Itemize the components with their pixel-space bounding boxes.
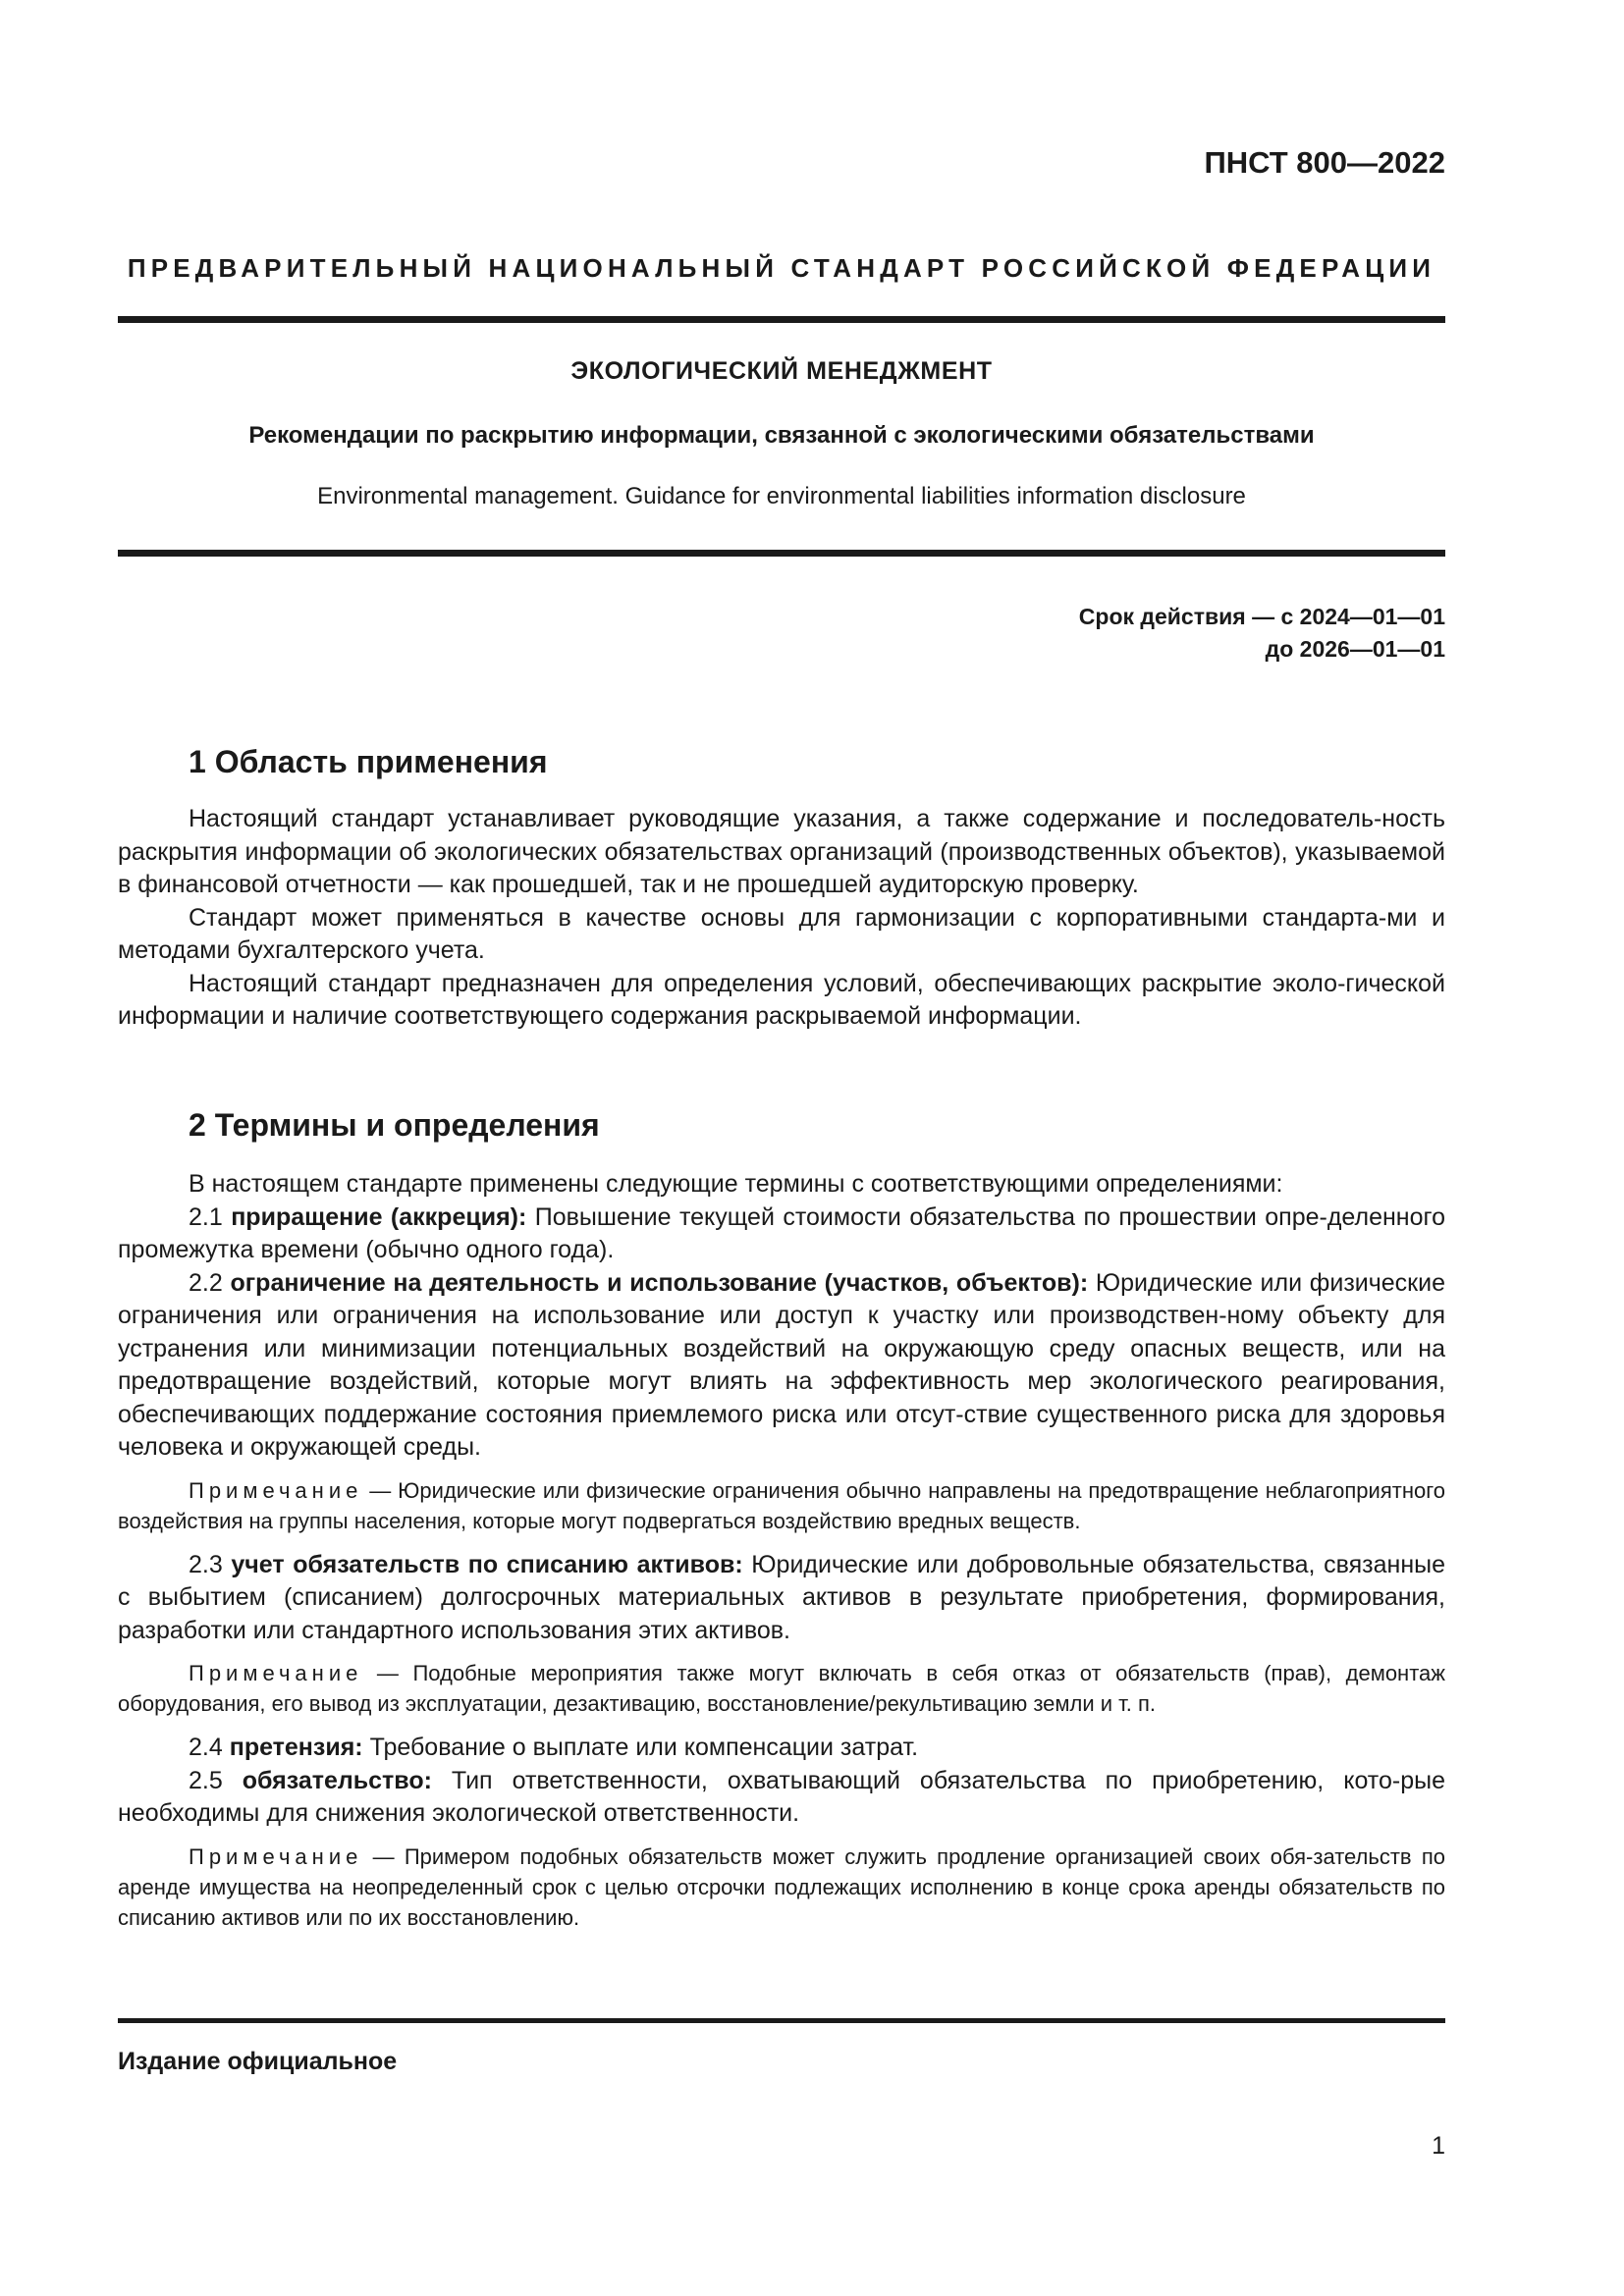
term: претензия: — [229, 1734, 363, 1761]
document-title-english: Environmental management. Guidance for environmental liabilities information disclosure — [317, 483, 1246, 509]
document-page — [118, 0, 1445, 2296]
section-1-heading: 1 Область применения — [189, 744, 548, 779]
note-label: Примечание — [189, 1843, 363, 1869]
note-label: Примечание — [189, 1661, 363, 1685]
definition: Юридические или добровольные обязательства, связанные с выбытием (списанием) долгосрочных материальных активов в результате приобретения, формирования, разработки или стандартного использования этих активов. — [118, 1550, 1446, 1644]
header-rule — [118, 316, 1445, 323]
paragraph: Настоящий стандарт предназначен для определения условий, обеспечивающих раскрытие эколо-гической информации и наличие соответствующего содержания раскрываемой информации. — [118, 969, 1445, 1030]
title-rule — [118, 550, 1445, 557]
page-number: 1 — [1432, 2132, 1445, 2160]
note-text: — Примером подобных обязательств может служить продление организацией своих обя-зательств по аренде имущества на неопределенный срок с целью отсрочки подлежащих исполнению в конце срока аренды обязательств по списанию активов или по их восстановлению. — [118, 1843, 1445, 1930]
standard-category: ПРЕДВАРИТЕЛЬНЫЙ НАЦИОНАЛЬНЫЙ СТАНДАРТ РОССИЙСКОЙ ФЕДЕРАЦИИ — [127, 253, 1436, 283]
term: ограничение на деятельность и использование (участков, объектов): — [230, 1268, 1089, 1297]
definition: Тип ответственности, охватывающий обязательства по приобретению, кото-рые необходимы для снижения экологической ответственности. — [118, 1766, 1445, 1827]
validity-end: до 2026—01—01 — [1265, 636, 1445, 662]
term: учет обязательств по списанию активов: — [231, 1550, 743, 1578]
section-1-body — [118, 803, 1445, 1034]
validity-period — [1079, 601, 1445, 666]
note-text: — Юридические или физические ограничения обычно направлены на предотвращение неблагоприятного воздействия на группы населения, которые могут подвергаться воздействию вредных веществ. — [118, 1477, 1445, 1533]
validity-start: Срок действия — с 2024—01—01 — [1078, 604, 1445, 629]
note — [118, 1475, 1445, 1536]
definition: Требование о выплате или компенсации затрат. — [369, 1734, 919, 1761]
paragraph: Стандарт может применяться в качестве основы для гармонизации с корпоративными стандарта-ми и методами бухгалтерского учета. — [118, 903, 1445, 964]
term-definition: 2.1 приращение (аккреция): Повышение текущей стоимости обязательства по прошествии опре-деленного промежутка времени (обычно одного года). — [118, 1202, 1445, 1263]
note-text: — Подобные мероприятия также могут включать в себя отказ от обязательств (прав), демонтаж оборудования, его вывод из эксплуатации, дезактивацию, восстановление/рекультивацию земли и т. п. — [118, 1661, 1445, 1716]
paragraph: В настоящем стандарте применены следующие термины с соответствующими определениями: — [189, 1170, 1283, 1198]
term-definition: 2.4 претензия: Требование о выплате или компенсации затрат. — [189, 1734, 919, 1761]
definition: Юридические или физические ограничения или ограничения на использование или доступ к участку или производствен-ному объекту для устранения или минимизации потенциальных воздействий на окружающую среду опасных веществ, или на предотвращение воздействий, которые могут влиять на эффективность мер экологического реагирования, обеспечивающих поддержание состояния приемлемого риска или отсут-ствие существенного риска для здоровья человека и окружающей среды. — [118, 1268, 1445, 1461]
edition-label: Издание официальное — [118, 2048, 398, 2075]
definition: Повышение текущей стоимости обязательства по прошествии опре-деленного промежутка времени (обычно одного года). — [118, 1202, 1445, 1263]
note — [118, 1842, 1445, 1933]
standard-code: ПНСТ 800—2022 — [1204, 145, 1445, 180]
document-title: ЭКОЛОГИЧЕСКИЙ МЕНЕДЖМЕНТ — [570, 357, 993, 385]
term-definition: 2.3 учет обязательств по списанию активов: Юридические или добровольные обязательства, связанные с выбытием (списанием) долгосрочных материальных активов в результате приобретения, формирования, разработки или стандартного использования этих активов. — [118, 1550, 1446, 1644]
paragraph: Настоящий стандарт устанавливает руководящие указания, а также содержание и последователь-ность раскрытия информации об экологических обязательствах организаций (производственных объектов), указываемой в финансовой отчетности — как прошедшей, так и не прошедшей аудиторскую проверку. — [118, 805, 1445, 898]
section-2-heading: 2 Термины и определения — [189, 1107, 600, 1143]
note — [118, 1658, 1445, 1719]
term-definition: 2.5 обязательство: Тип ответственности, охватывающий обязательства по приобретению, кото-рые необходимы для снижения экологической ответственности. — [118, 1766, 1445, 1827]
footer-rule — [118, 2018, 1445, 2023]
term: обязательство: — [242, 1766, 432, 1794]
term-definition: 2.2 ограничение на деятельность и использование (участков, объектов): Юридические или физические ограничения или ограничения на использование или доступ к участку или производствен-ному объекту для устранения или минимизации потенциальных воздействий на окружающую среду опасных веществ, или на предотвращение воздействий, которые могут влиять на эффективность мер экологического реагирования, обеспечивающих поддержание состояния приемлемого риска или отсут-ствие существенного риска для здоровья человека и окружающей среды. — [118, 1268, 1445, 1461]
term: приращение (аккреция): — [231, 1202, 527, 1231]
document-subtitle: Рекомендации по раскрытию информации, связанной с экологическими обязательствами — [248, 422, 1315, 449]
note-label: Примечание — [189, 1477, 363, 1503]
section-2-body — [118, 1168, 1445, 1946]
